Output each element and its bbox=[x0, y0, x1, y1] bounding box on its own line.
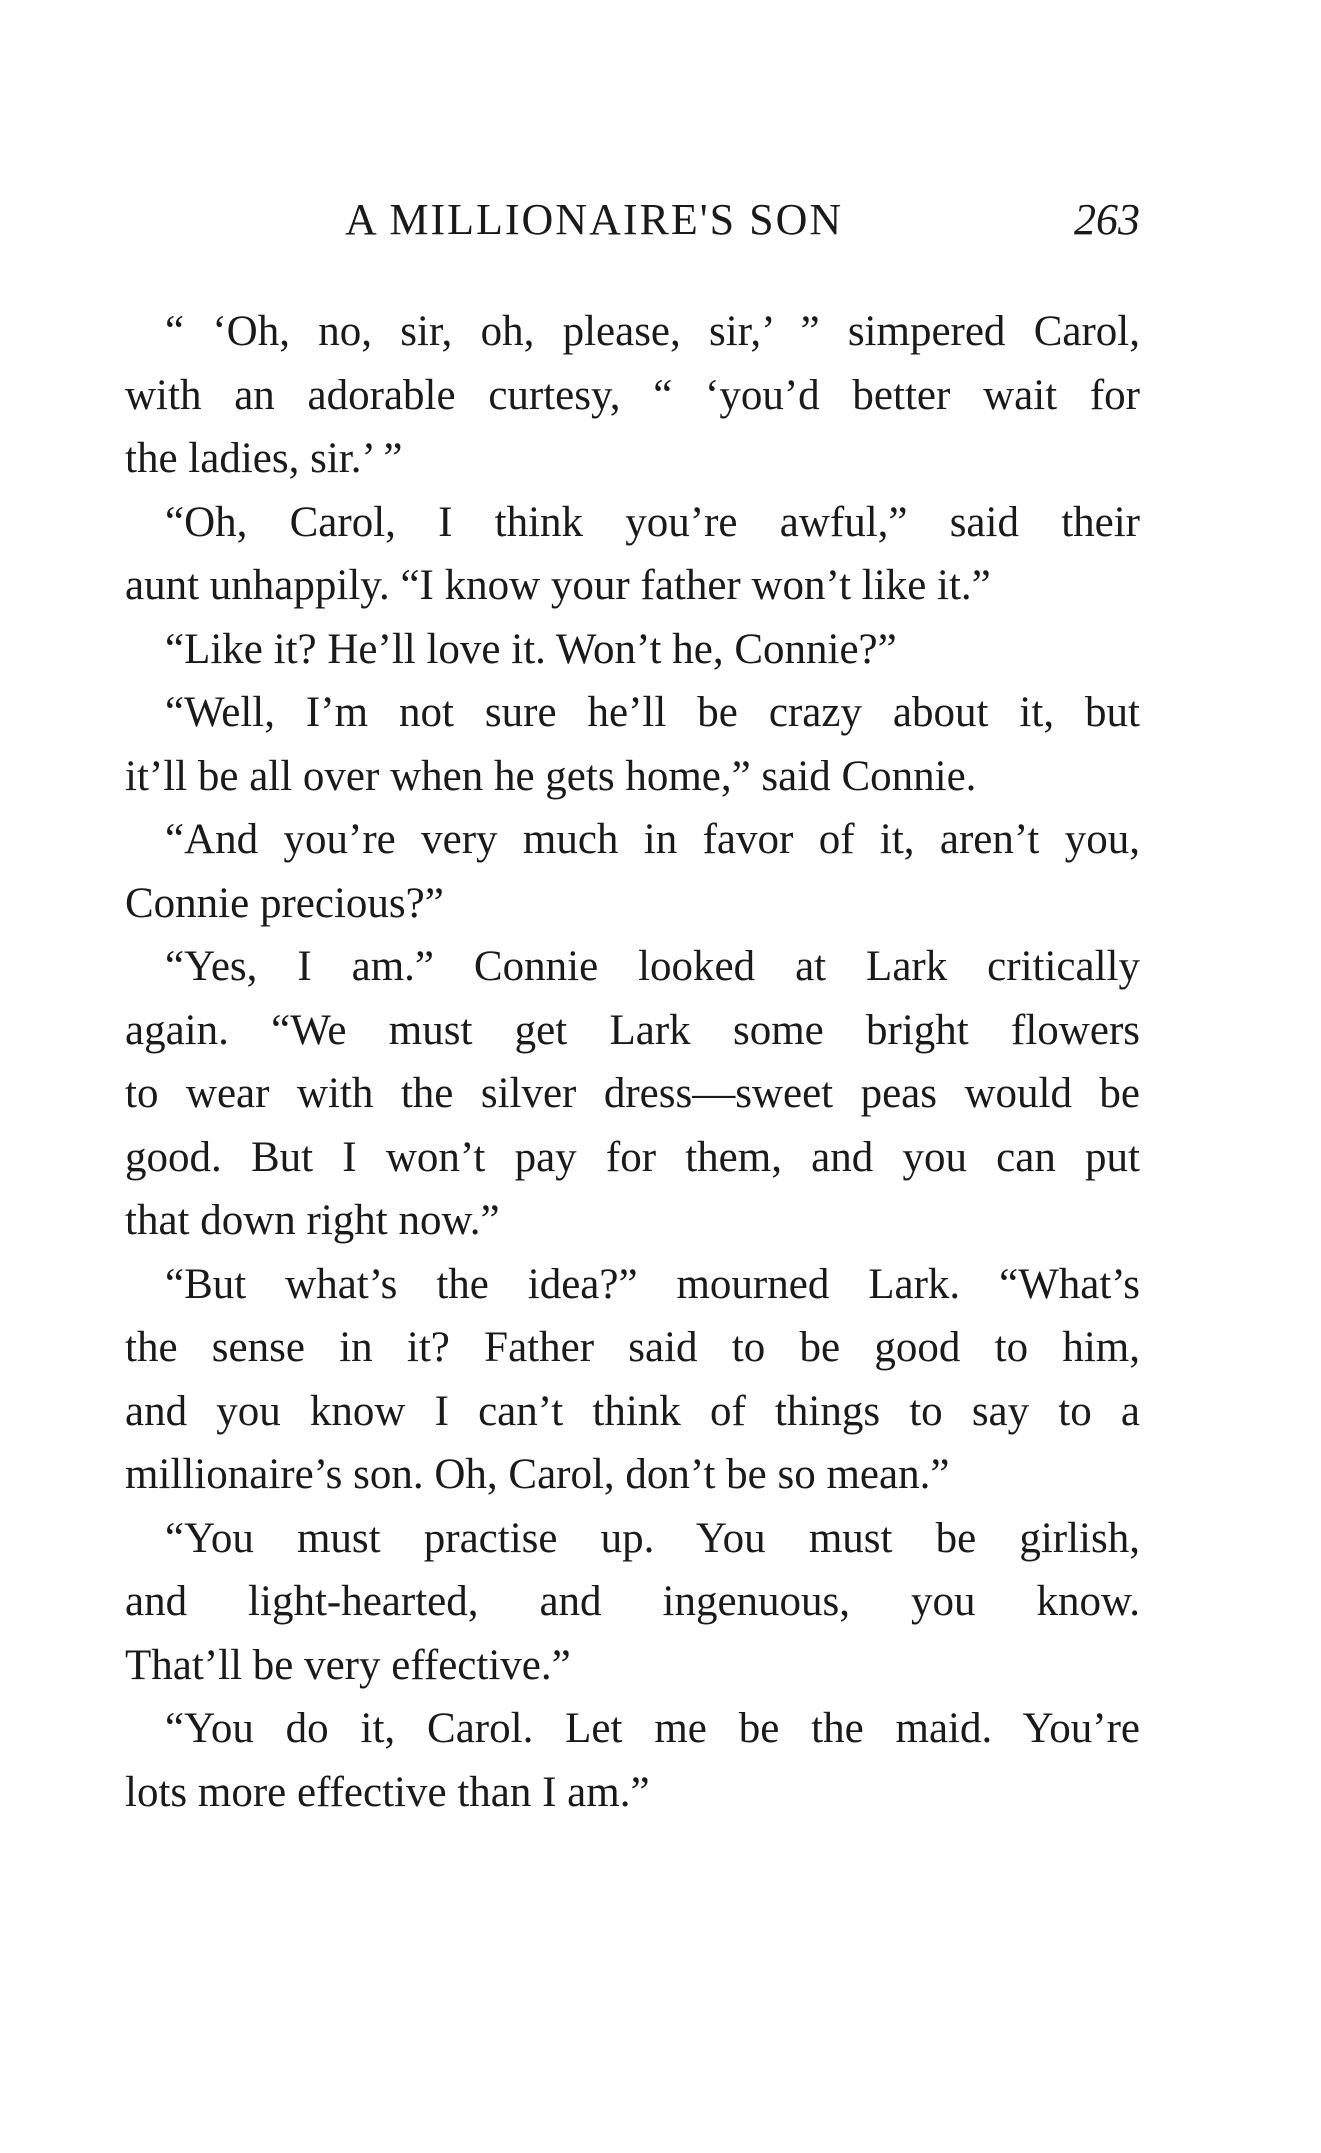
text-line: again. “We must get Lark some bright flowers bbox=[125, 1006, 1140, 1054]
text-line: “And you’re very much in favor of it, aren’t you, bbox=[165, 816, 1140, 863]
paragraph bbox=[125, 1507, 1140, 1698]
text-line: it’ll be all over when he gets home,” said Connie. bbox=[125, 752, 977, 800]
text-line: “Well, I’m not sure he’ll be crazy about it, but bbox=[165, 689, 1140, 736]
text-line: the sense in it? Father said to be good to him, bbox=[125, 1324, 1140, 1371]
text-line: That’ll be very effective.” bbox=[125, 1641, 571, 1689]
text-line: millionaire’s son. Oh, Carol, don’t be so mean.” bbox=[125, 1451, 950, 1498]
text-line: “ ‘Oh, no, sir, oh, please, sir,’ ” simpered Carol, bbox=[165, 308, 1140, 355]
paragraph bbox=[125, 1253, 1140, 1507]
text-line: Connie precious?” bbox=[125, 879, 444, 927]
paragraph bbox=[125, 681, 1140, 808]
body-text bbox=[125, 300, 1140, 1824]
text-line: good. But I won’t pay for them, and you can put bbox=[125, 1133, 1140, 1181]
text-line: lots more effective than I am.” bbox=[125, 1768, 650, 1816]
text-line: “But what’s the idea?” mourned Lark. “What’s bbox=[165, 1260, 1140, 1308]
text-line: with an adorable curtesy, “ ‘you’d better wait for bbox=[125, 371, 1140, 419]
text-line: that down right now.” bbox=[125, 1197, 500, 1244]
paragraph bbox=[125, 300, 1140, 491]
paragraph bbox=[125, 935, 1140, 1253]
paragraph bbox=[125, 491, 1140, 618]
running-head bbox=[125, 190, 1140, 250]
text-line: “You do it, Carol. Let me be the maid. You’re bbox=[165, 1705, 1140, 1752]
text-line: “Oh, Carol, I think you’re awful,” said their bbox=[165, 498, 1140, 546]
page-number: 263 bbox=[1074, 195, 1140, 244]
text-line: aunt unhappily. “I know your father won’t like it.” bbox=[125, 562, 991, 609]
running-title: A MILLIONAIRE'S SON bbox=[345, 195, 844, 244]
text-line: to wear with the silver dress—sweet peas would be bbox=[125, 1070, 1140, 1117]
text-line: “Yes, I am.” Connie looked at Lark critically bbox=[165, 943, 1140, 990]
text-line: the ladies, sir.’ ” bbox=[125, 435, 403, 482]
paragraph bbox=[125, 618, 1140, 682]
paragraph bbox=[125, 808, 1140, 935]
text-line: and you know I can’t think of things to say to a bbox=[125, 1387, 1140, 1435]
text-line: “You must practise up. You must be girlish, bbox=[165, 1514, 1140, 1562]
paragraph bbox=[125, 1697, 1140, 1824]
text-line: “Like it? He’ll love it. Won’t he, Connie?” bbox=[165, 625, 897, 673]
text-line: and light-hearted, and ingenuous, you know. bbox=[125, 1578, 1140, 1625]
